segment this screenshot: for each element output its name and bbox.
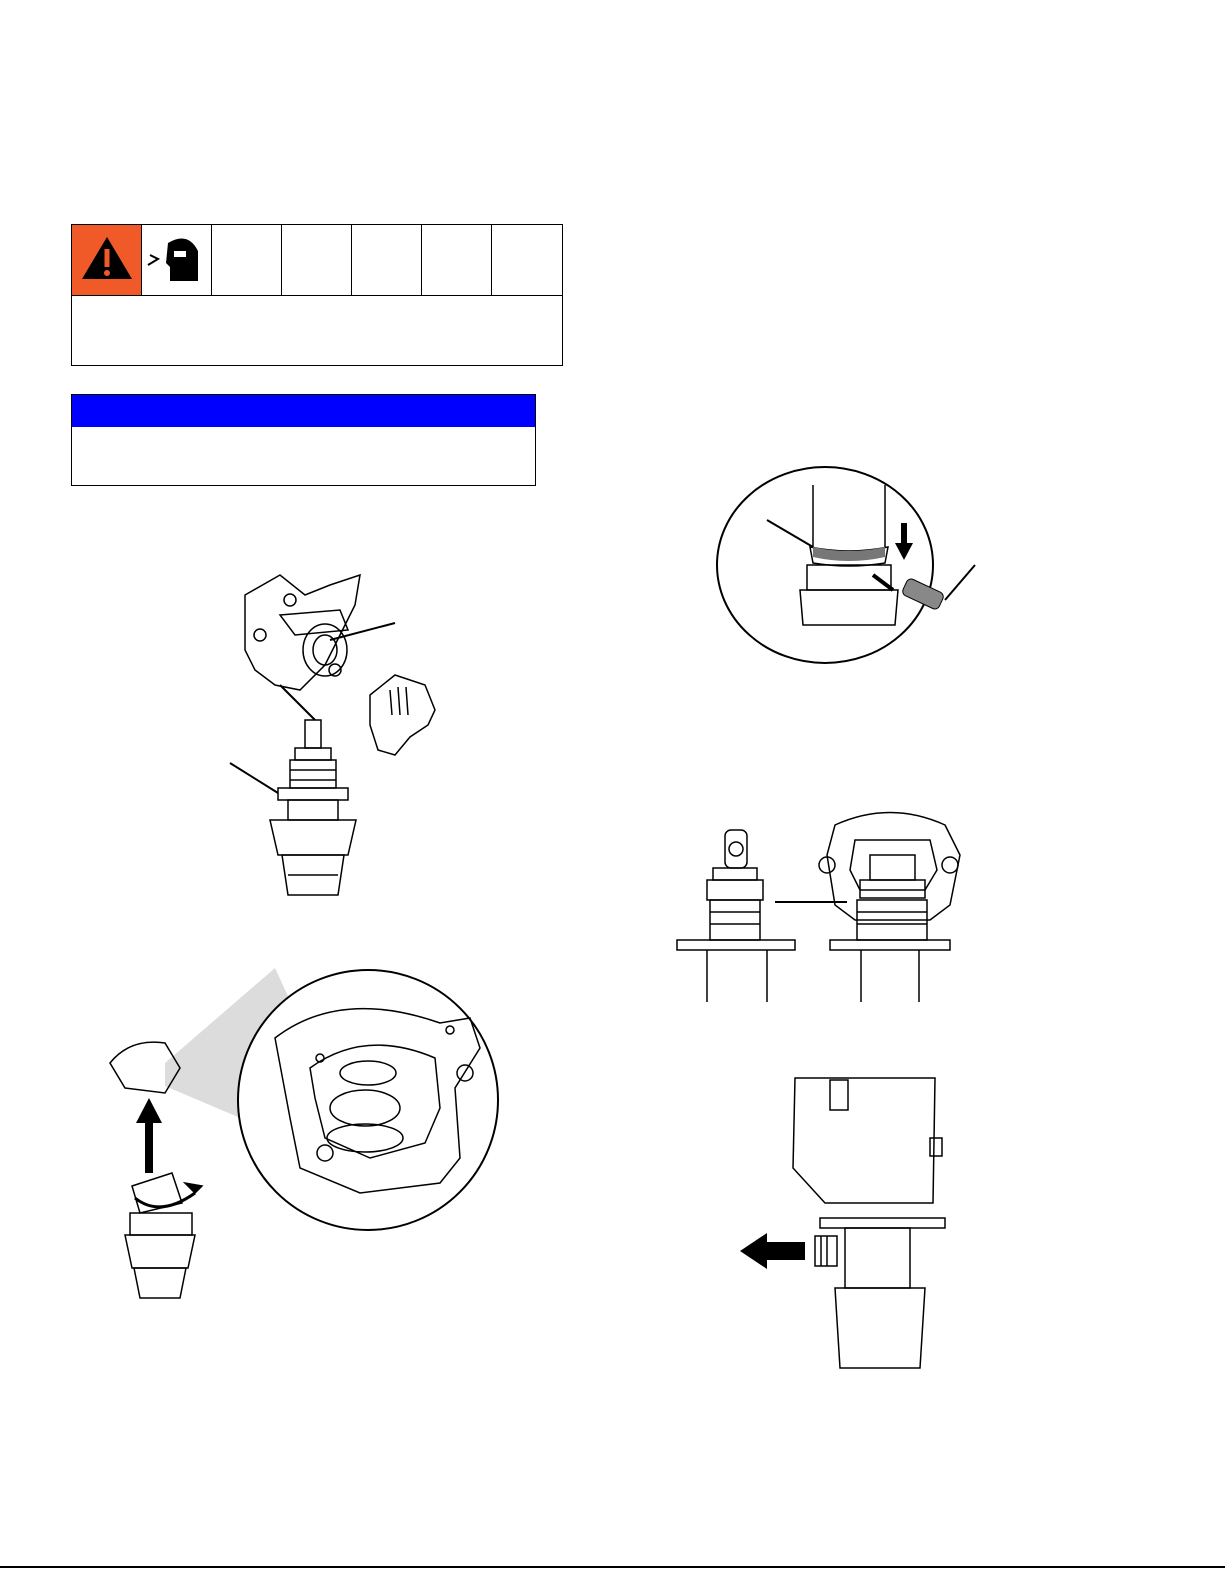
- warning-symbol-cell: [282, 225, 352, 295]
- pump-alignment-figure: [675, 805, 955, 1005]
- fitting-removal-figure: [735, 1078, 950, 1368]
- pump-disassembly-exploded-figure: [220, 575, 460, 905]
- warning-text-area: [72, 296, 562, 366]
- notice-text-area: [72, 427, 535, 486]
- eye-protection-cell: [142, 225, 212, 295]
- notice-header-bar: [72, 395, 535, 427]
- warning-triangle-icon: [72, 225, 142, 295]
- displacement-pump-removal-figure: [110, 968, 500, 1303]
- warning-alert-cell: [72, 225, 142, 295]
- warning-symbol-cell: [352, 225, 422, 295]
- notice-box: [71, 394, 536, 486]
- warning-table: [71, 224, 563, 366]
- warning-symbol-cell: [212, 225, 282, 295]
- coupling-pin-detail-figure: [715, 465, 985, 665]
- warning-symbol-cell: [422, 225, 492, 295]
- eye-protection-icon: [142, 225, 212, 295]
- footer-rule: [0, 1566, 1225, 1568]
- warning-symbol-row: [72, 225, 562, 296]
- warning-symbol-cell: [492, 225, 562, 295]
